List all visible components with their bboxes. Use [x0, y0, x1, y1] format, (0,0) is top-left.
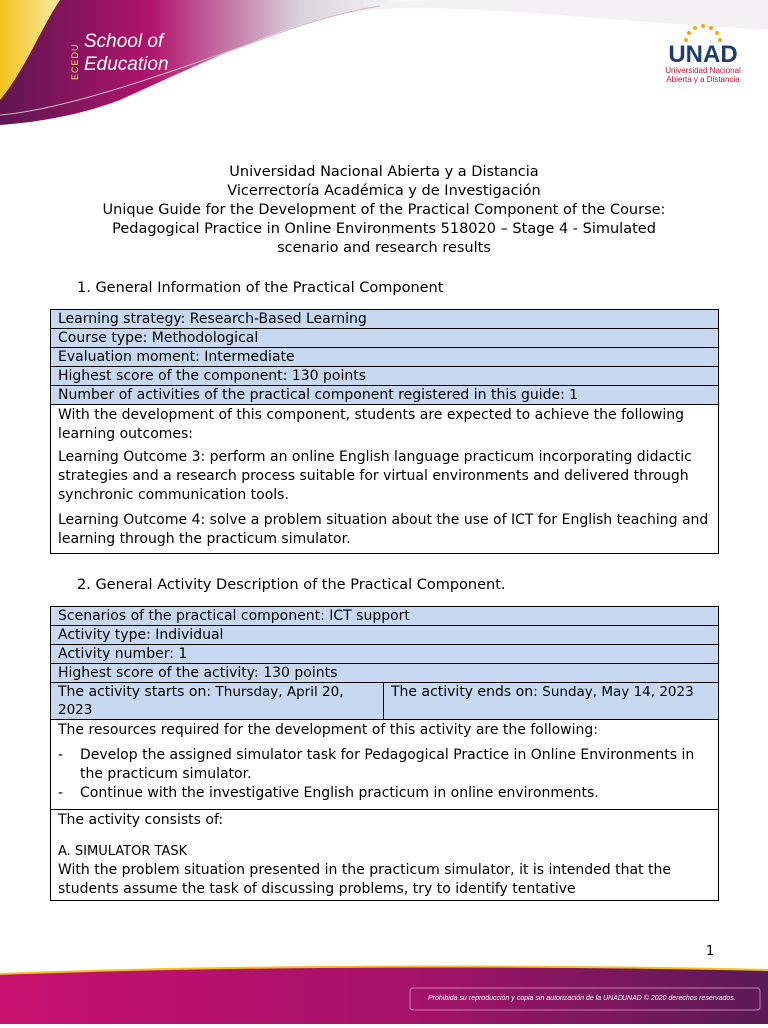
- brand-side-label: [68, 30, 82, 80]
- table-row: [51, 386, 719, 405]
- learning-outcomes-intro: With the development of this component, students are expected to achieve the following learning outcomes:: [58, 407, 685, 442]
- resources-intro: The resources required for the development of this activity are the following:: [58, 722, 598, 738]
- course-type-cell: Course type: Methodological: [51, 329, 719, 348]
- resource-item: [58, 746, 711, 784]
- footer-copyright-notice: Prohibida su reproducción y copia sin autorización de la UNAD.: [428, 995, 625, 1002]
- brand-line-1: School of: [84, 31, 164, 52]
- unad-logo-sub1: Universidad Nacional: [665, 66, 741, 75]
- title-line-3: Unique Guide for the Development of the Practical Component of the Course:: [102, 202, 666, 218]
- activity-end-label: The activity ends on:: [391, 684, 538, 700]
- footer-wave-graphic: [0, 960, 768, 1024]
- learning-outcome-4: Learning Outcome 4: solve a problem situation about the use of ICT for English teaching and learning through the practicum simulator.: [58, 512, 709, 547]
- resources-cell: [51, 720, 719, 810]
- table-row: [51, 607, 719, 626]
- table-row: [51, 310, 719, 329]
- list-dash: -: [58, 747, 64, 763]
- unad-logo-mark: [658, 22, 748, 66]
- table-row: [51, 810, 719, 901]
- unad-logo-text: UNAD: [668, 41, 738, 66]
- header-banner: [0, 0, 768, 130]
- brand-line-2: Education: [84, 54, 169, 75]
- section2-heading: 2. General Activity Description of the Practical Component.: [77, 577, 506, 593]
- scenarios-cell: Scenarios of the practical component: ICT support: [51, 607, 719, 626]
- section1-table: [50, 309, 719, 554]
- section1-heading: 1. General Information of the Practical Component: [77, 280, 444, 296]
- title-line-1: Universidad Nacional Abierta y a Distancia: [229, 164, 539, 180]
- footer-rights-notice: UNAD © 2020 derechos reservados.: [622, 995, 736, 1002]
- activity-end-cell: [384, 683, 719, 720]
- table-row: [51, 329, 719, 348]
- activities-count-cell: [51, 386, 719, 405]
- title-line-4: Pedagogical Practice in Online Environments 518020 – Stage 4 - Simulated: [112, 221, 656, 237]
- learning-strategy-cell: Learning strategy: Research-Based Learning: [51, 310, 719, 329]
- simulator-task-text: With the problem situation presented in the practicum simulator, it is intended that the students assume the task of discussing problems, try to identify tentative: [58, 862, 671, 897]
- resource-item-text: Continue with the investigative English practicum in online environments.: [80, 785, 599, 801]
- activity-start-label: The activity starts on:: [58, 684, 212, 700]
- table-row: [51, 720, 719, 810]
- learning-outcomes-cell: [51, 405, 719, 554]
- resource-item-text: Develop the assigned simulator task for Pedagogical Practice in Online Environments in the practicum simulator.: [80, 747, 695, 782]
- activity-score-cell: Highest score of the activity: 130 points: [51, 664, 719, 683]
- activity-end-value: Sunday, May 14, 2023: [542, 684, 694, 700]
- resource-item: [58, 784, 711, 803]
- table-row: [51, 683, 719, 720]
- highest-score-cell: Highest score of the component: 130 points: [51, 367, 719, 386]
- table-row: [51, 664, 719, 683]
- activities-count-value: 1: [569, 387, 578, 403]
- activities-count-label: Number of activities of the practical component registered in this guide:: [58, 387, 565, 403]
- evaluation-moment-cell: Evaluation moment: Intermediate: [51, 348, 719, 367]
- table-row: [51, 405, 719, 554]
- brand-side-text: ECEDU: [70, 43, 80, 80]
- title-line-2: Vicerrectoría Académica y de Investigación: [227, 183, 541, 199]
- table-row: [51, 645, 719, 664]
- activity-consists-cell: [51, 810, 719, 901]
- page-number: 1: [706, 944, 715, 959]
- table-row: [51, 348, 719, 367]
- activity-type-cell: Activity type: Individual: [51, 626, 719, 645]
- document-title: [40, 163, 728, 258]
- simulator-task-title: A. SIMULATOR TASK: [58, 844, 188, 859]
- footer-banner: [0, 960, 768, 1024]
- activity-start-cell: [51, 683, 384, 720]
- learning-outcome-3: Learning Outcome 3: perform an online English language practicum incorporating didactic strategies and a research process suitable for virtual environments and delivered through synchronic communication tools.: [58, 449, 692, 503]
- activity-number-cell: Activity number: 1: [51, 645, 719, 664]
- title-line-5: scenario and research results: [277, 240, 491, 256]
- table-row: [51, 626, 719, 645]
- section2-table: [50, 606, 719, 901]
- activity-consists-label: The activity consists of:: [58, 812, 224, 828]
- table-row: [51, 367, 719, 386]
- school-of-education-logo: [84, 30, 169, 76]
- activity-start-value: Thursday, April 20, 2023: [58, 684, 344, 718]
- list-dash: -: [58, 785, 64, 801]
- unad-logo: [658, 22, 748, 84]
- unad-logo-sub2: Abierta y a Distancia: [666, 75, 740, 84]
